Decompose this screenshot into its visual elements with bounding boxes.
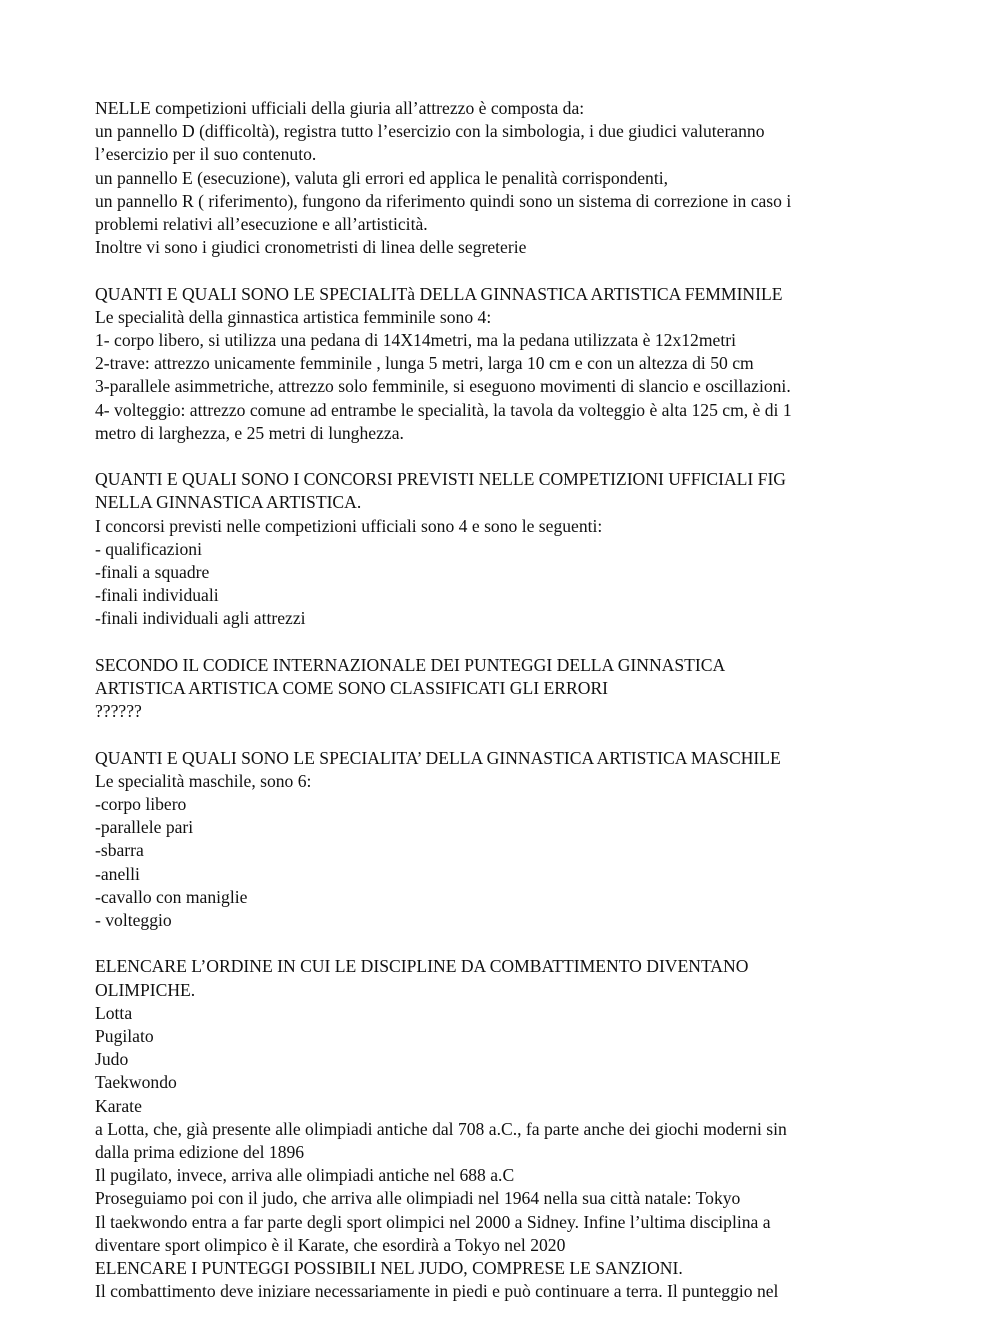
list-item: - qualificazioni — [95, 538, 202, 559]
section-heading: QUANTI E QUALI SONO I CONCORSI PREVISTI NELLE COMPETIZIONI UFFICIALI FIG — [95, 469, 787, 490]
section-specialita-maschile — [95, 747, 905, 933]
text-line: 2-trave: attrezzo unicamente femminile , lunga 5 metri, larga 10 cm e con un altezza di 50 cm — [95, 353, 754, 374]
text-line: 4- volteggio: attrezzo comune ad entrambe le specialità, la tavola da volteggio è alta 125 cm, è di 1 — [95, 399, 792, 420]
text-line: 1- corpo libero, si utilizza una pedana di 14X14metri, ma la pedana utilizzata è 12x12metri — [95, 330, 736, 351]
section-heading: QUANTI E QUALI SONO LE SPECIALITA’ DELLA GINNASTICA ARTISTICA MASCHILE — [95, 747, 781, 768]
section-heading: ARTISTICA ARTISTICA COME SONO CLASSIFICATI GLI ERRORI — [95, 678, 609, 699]
list-item: -finali a squadre — [95, 562, 210, 583]
text-line: Il combattimento deve iniziare necessariamente in piedi e può continuare a terra. Il punteggio nel — [95, 1281, 779, 1302]
text-line: Il pugilato, invece, arriva alle olimpiadi antiche nel 688 a.C — [95, 1165, 515, 1186]
list-item: -anelli — [95, 863, 140, 884]
text-line: un pannello R ( riferimento), fungono da riferimento quindi sono un sistema di correzione in caso i — [95, 190, 792, 211]
section-discipline-combattimento — [95, 955, 905, 1303]
text-line: problemi relativi all’esecuzione e all’artisticità. — [95, 214, 428, 235]
text-line: a Lotta, che, già presente alle olimpiadi antiche dal 708 a.C., fa parte anche dei giochi moderni sin — [95, 1118, 787, 1139]
list-item: -cavallo con maniglie — [95, 886, 248, 907]
list-item: Karate — [95, 1095, 142, 1116]
list-item: -parallele pari — [95, 817, 194, 838]
list-item: Pugilato — [95, 1026, 154, 1047]
section-codice-punteggi — [95, 654, 905, 724]
list-item: -finali individuali agli attrezzi — [95, 608, 306, 629]
text-line: Inoltre vi sono i giudici cronometristi di linea delle segreterie — [95, 237, 527, 258]
text-line: NELLE competizioni ufficiali della giuria all’attrezzo è composta da: — [95, 98, 585, 118]
section-heading: SECONDO IL CODICE INTERNAZIONALE DEI PUNTEGGI DELLA GINNASTICA — [95, 654, 726, 675]
section-heading: QUANTI E QUALI SONO LE SPECIALITà DELLA GINNASTICA ARTISTICA FEMMINILE — [95, 283, 783, 304]
list-item: -sbarra — [95, 840, 144, 861]
text-line: 3-parallele asimmetriche, attrezzo solo femminile, si eseguono movimenti di slancio e oscillazioni. — [95, 376, 791, 397]
list-item: Judo — [95, 1049, 129, 1070]
list-item: Lotta — [95, 1002, 133, 1023]
text-line: metro di larghezza, e 25 metri di lunghezza. — [95, 422, 404, 443]
list-item: Taekwondo — [95, 1072, 177, 1093]
text-line: Le specialità maschile, sono 6: — [95, 770, 312, 791]
document-body — [95, 97, 905, 1303]
text-line: ?????? — [95, 701, 142, 722]
section-heading: ELENCARE I PUNTEGGI POSSIBILI NEL JUDO, COMPRESE LE SANZIONI. — [95, 1258, 683, 1279]
text-line: un pannello D (difficoltà), registra tutto l’esercizio con la simbologia, i due giudici valuteranno — [95, 121, 765, 142]
section-giuria — [95, 97, 905, 259]
text-line: dalla prima edizione del 1896 — [95, 1142, 305, 1163]
section-heading: NELLA GINNASTICA ARTISTICA. — [95, 492, 362, 513]
section-heading: OLIMPICHE. — [95, 979, 196, 1000]
text-line: diventare sport olimpico è il Karate, che esordirà a Tokyo nel 2020 — [95, 1234, 566, 1255]
text-line: l’esercizio per il suo contenuto. — [95, 144, 317, 165]
list-item: -finali individuali — [95, 585, 219, 606]
section-concorsi — [95, 468, 905, 630]
section-heading: ELENCARE L’ORDINE IN CUI LE DISCIPLINE DA COMBATTIMENTO DIVENTANO — [95, 956, 749, 977]
text-line: un pannello E (esecuzione), valuta gli errori ed applica le penalità corrispondenti, — [95, 167, 669, 188]
list-item: - volteggio — [95, 910, 172, 931]
text-line: Il taekwondo entra a far parte degli sport olimpici nel 2000 a Sidney. Infine l’ultima disciplina a — [95, 1211, 771, 1232]
text-line: I concorsi previsti nelle competizioni ufficiali sono 4 e sono le seguenti: — [95, 515, 603, 536]
text-line: Le specialità della ginnastica artistica femminile sono 4: — [95, 306, 492, 327]
section-specialita-femminile — [95, 283, 905, 445]
list-item: -corpo libero — [95, 794, 187, 815]
text-line: Proseguiamo poi con il judo, che arriva alle olimpiadi nel 1964 nella sua città natale: Tokyo — [95, 1188, 741, 1209]
